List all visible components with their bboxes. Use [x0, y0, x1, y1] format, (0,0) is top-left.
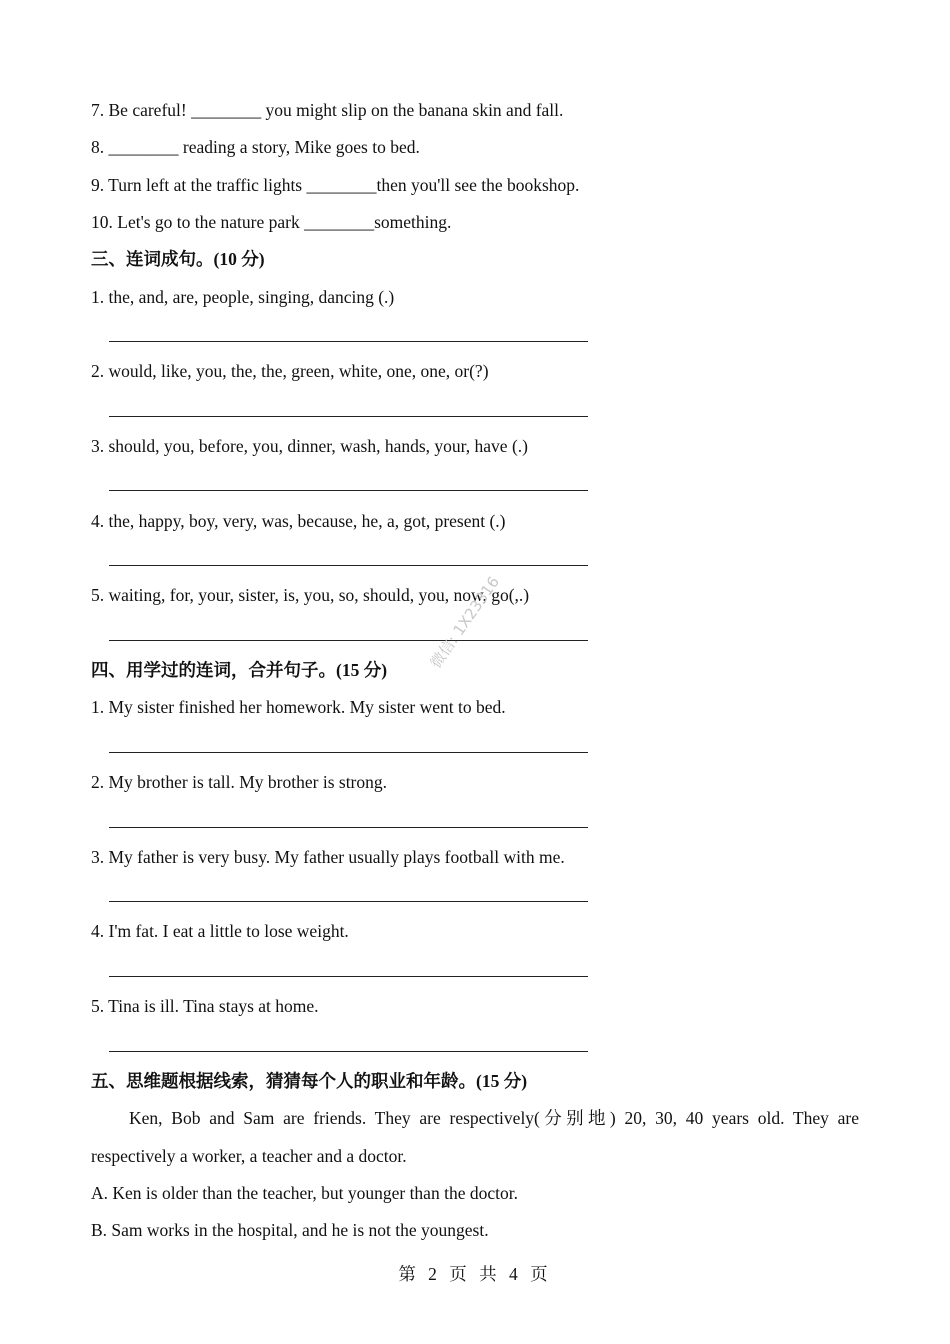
answer-line[interactable]: [109, 752, 588, 753]
section-3-heading: 三、连词成句。(10 分): [91, 249, 265, 269]
answer-line[interactable]: [109, 827, 588, 828]
section-3-item-3: 3. should, you, before, you, dinner, wash, hands, your, have (.): [91, 436, 528, 456]
answer-line[interactable]: [109, 341, 588, 342]
section-4-item-5: 5. Tina is ill. Tina stays at home.: [91, 996, 319, 1016]
section-3-item-1: 1. the, and, are, people, singing, dancing (.): [91, 287, 395, 307]
answer-line[interactable]: [109, 640, 588, 641]
answer-line[interactable]: [109, 565, 588, 566]
section-5-paragraph-line-2: respectively a worker, a teacher and a doctor.: [91, 1146, 407, 1166]
fill-in-question-8: 8. ________ reading a story, Mike goes to bed.: [91, 137, 420, 157]
answer-line[interactable]: [109, 490, 588, 491]
fill-in-question-7: 7. Be careful! ________ you might slip on the banana skin and fall.: [91, 100, 564, 120]
answer-line[interactable]: [109, 976, 588, 977]
section-4-heading: 四、用学过的连词，合并句子。(15 分): [91, 660, 388, 680]
section-3-item-2: 2. would, like, you, the, the, green, white, one, one, or(?): [91, 361, 489, 381]
section-3-item-5: 5. waiting, for, your, sister, is, you, so, should, you, now, go(,.): [91, 585, 530, 605]
section-4-item-2: 2. My brother is tall. My brother is strong.: [91, 772, 388, 792]
clue-a: A. Ken is older than the teacher, but younger than the doctor.: [91, 1183, 518, 1203]
page-footer: 第 2 页 共 4 页: [398, 1264, 552, 1284]
section-4-item-3: 3. My father is very busy. My father usually plays football with me.: [91, 847, 565, 867]
section-4-item-1: 1. My sister finished her homework. My sister went to bed.: [91, 697, 506, 717]
section-5-heading: 五、思维题根据线索，猜猜每个人的职业和年龄。(15 分): [91, 1071, 528, 1091]
answer-line[interactable]: [109, 901, 588, 902]
section-5-paragraph-line-1: Ken, Bob and Sam are friends. They are respectively(分别地) 20, 30, 40 years old. They are: [129, 1108, 859, 1128]
watermark: 微信: 1X23316: [426, 573, 503, 672]
fill-in-question-10: 10. Let's go to the nature park ________something.: [91, 212, 452, 232]
answer-line[interactable]: [109, 416, 588, 417]
section-3-item-4: 4. the, happy, boy, very, was, because, he, a, got, present (.): [91, 511, 506, 531]
section-4-item-4: 4. I'm fat. I eat a little to lose weight.: [91, 921, 349, 941]
clue-b: B. Sam works in the hospital, and he is not the youngest.: [91, 1220, 489, 1240]
fill-in-question-9: 9. Turn left at the traffic lights ________then you'll see the bookshop.: [91, 175, 580, 195]
answer-line[interactable]: [109, 1051, 588, 1052]
